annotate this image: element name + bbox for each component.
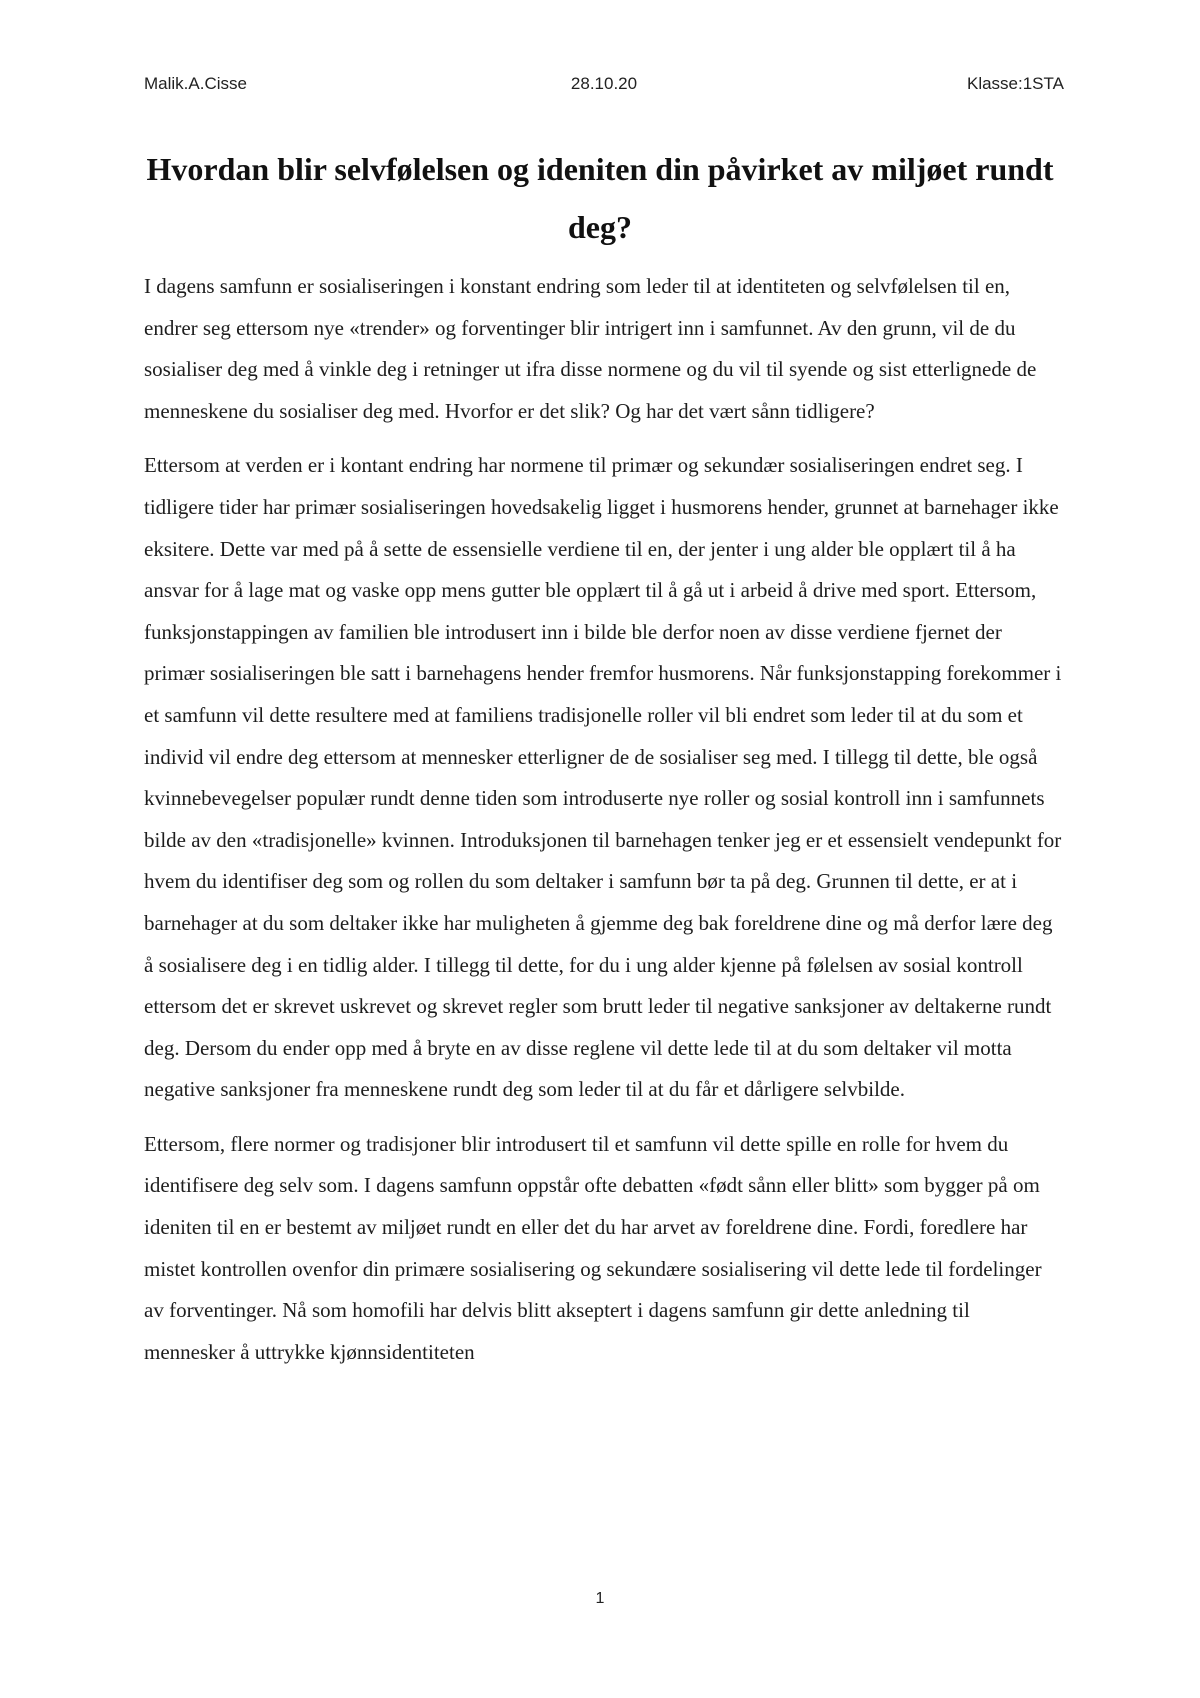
paragraph-2: Ettersom at verden er i kontant endring har normene til primær og sekundær sosialiseringen endret seg. I tidligere tider har primær sosialiseringen hovedsakelig ligget i husmorens hender, grunnet at barnehager ikke eksitere. Dette var med på å sette de essensielle verdiene til en, der jenter i ung alder ble opplært til å ha ansvar for å lage mat og vaske opp mens gutter ble opplært til å gå ut i arbeid å drive med sport. Ettersom, funksjonstappingen av familien ble introdusert inn i bilde ble derfor noen av disse verdiene fjernet der primær sosialiseringen ble satt i barnehagens hender fremfor husmorens. Når funksjonstapping forekommer i et samfunn vil dette resultere med at familiens tradisjonelle roller vil bli endret som leder til at du som et individ vil endre deg ettersom at mennesker etterligner de de sosialiser seg med. I tillegg til dette, ble også kvinnebevegelser populær rundt denne tiden som introduserte nye roller og sosial kontroll inn i samfunnets bilde av den «tradisjonelle» kvinnen. Introduksjonen til barnehagen tenker jeg er et essensielt vendepunkt for hvem du identifiser deg som og rollen du som deltaker i samfunn bør ta på deg. Grunnen til dette, er at i barnehager at du som deltaker ikke har muligheten å gjemme deg bak foreldrene dine og må derfor lære deg å sosialisere deg i en tidlig alder. I tillegg til dette, for du i ung alder kjenne på følelsen av sosial kontroll ettersom det er skrevet uskrevet og skrevet regler som brutt leder til negative sanksjoner av deltakerne rundt deg. Dersom du ender opp med å bryte en av disse reglene vil dette lede til at du som deltaker vil motta negative sanksjoner fra menneskene rundt deg som leder til at du får et dårligere selvbilde. <box>144 453 1062 1102</box>
header-class: Klasse:1STA <box>966 74 1064 93</box>
document-body <box>144 266 1066 1386</box>
page-number: 1 <box>595 1590 605 1607</box>
paragraph-3: Ettersom, flere normer og tradisjoner blir introdusert til et samfunn vil dette spille en rolle for hvem du identifisere deg selv som. I dagens samfunn oppstår ofte debatten «født sånn eller blitt» som bygger på om ideniten til en er bestemt av miljøet rundt en eller det du har arvet av foreldrene dine. Fordi, foredlere har mistet kontrollen ovenfor din primære sosialisering og sekundære sosialisering vil dette lede til fordelinger av forventinger. Nå som homofili har delvis blitt akseptert i dagens samfunn gir dette anledning til mennesker å uttrykke kjønnsidentiteten <box>144 1131 1042 1364</box>
header-author: Malik.A.Cisse <box>144 74 247 93</box>
header-date: 28.10.20 <box>570 74 638 93</box>
paragraph-1: I dagens samfunn er sosialiseringen i konstant endring som leder til at identiteten og selvfølelsen til en, endrer seg ettersom nye «trender» og forventinger blir intrigert inn i samfunnet. Av den grunn, vil de du sosialiser deg med å vinkle deg i retninger ut ifra disse normene og du vil til syende og sist etterlignede de menneskene du sosialiser deg med. Hvorfor er det slik? Og har det vært sånn tidligere? <box>144 274 1037 423</box>
document-title: Hvordan blir selvfølelsen og ideniten din påvirket av miljøet rundt deg? <box>146 151 1054 245</box>
page-header <box>144 74 1064 104</box>
